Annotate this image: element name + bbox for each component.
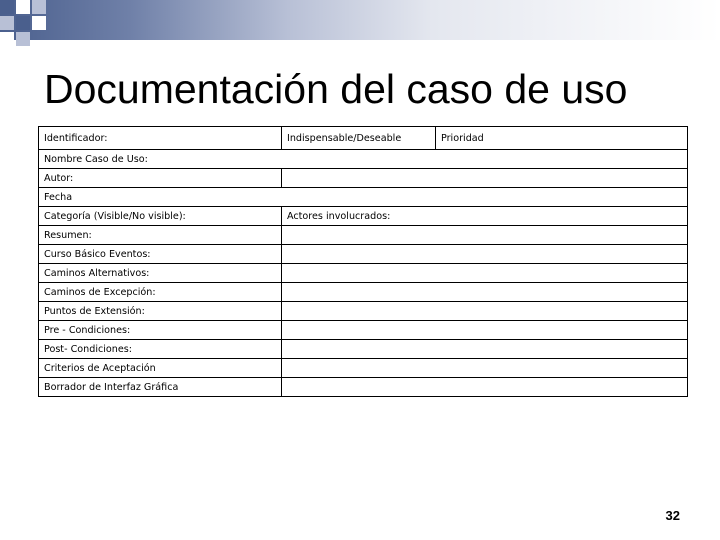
- table-row: [39, 188, 688, 207]
- table-row: [39, 226, 688, 245]
- deco-square: [16, 32, 30, 46]
- autor-label: Autor:: [39, 169, 282, 188]
- fecha-cell[interactable]: Fecha: [39, 188, 688, 207]
- table-row: [39, 378, 688, 397]
- deco-square: [16, 16, 30, 30]
- deco-square: [32, 16, 46, 30]
- caminos-alternativos-label: Caminos Alternativos:: [39, 264, 282, 283]
- borrador-interfaz-value-cell[interactable]: [282, 378, 688, 397]
- identificador-cell[interactable]: Identificador:: [39, 127, 282, 150]
- table-row: [39, 127, 688, 150]
- caminos-excepcion-label: Caminos de Excepción:: [39, 283, 282, 302]
- table-row: [39, 283, 688, 302]
- table-row: [39, 150, 688, 169]
- puntos-extension-label: Puntos de Extensión:: [39, 302, 282, 321]
- table-row: [39, 340, 688, 359]
- deco-square: [0, 16, 14, 30]
- pre-condiciones-value-cell[interactable]: [282, 321, 688, 340]
- resumen-value-cell[interactable]: [282, 226, 688, 245]
- caminos-alternativos-value-cell[interactable]: [282, 264, 688, 283]
- deco-square: [0, 0, 14, 14]
- caminos-excepcion-value-cell[interactable]: [282, 283, 688, 302]
- deco-square: [16, 0, 30, 14]
- resumen-label: Resumen:: [39, 226, 282, 245]
- indispensable-cell[interactable]: Indispensable/Deseable: [282, 127, 436, 150]
- slide-title: Documentación del caso de uso: [44, 66, 628, 112]
- autor-value-cell[interactable]: [282, 169, 688, 188]
- nombre-caso-cell[interactable]: Nombre Caso de Uso:: [39, 150, 688, 169]
- criterios-aceptacion-value-cell[interactable]: [282, 359, 688, 378]
- table-row: [39, 302, 688, 321]
- page-number: 32: [665, 508, 680, 523]
- header-gradient-band: [0, 0, 720, 40]
- puntos-extension-value-cell[interactable]: [282, 302, 688, 321]
- curso-basico-label: Curso Básico Eventos:: [39, 245, 282, 264]
- categoria-cell[interactable]: Categoría (Visible/No visible):: [39, 207, 282, 226]
- borrador-interfaz-label: Borrador de Interfaz Gráfica: [39, 378, 282, 397]
- table-row: [39, 321, 688, 340]
- table-row: [39, 264, 688, 283]
- curso-basico-value-cell[interactable]: [282, 245, 688, 264]
- use-case-table: [38, 126, 688, 397]
- prioridad-cell[interactable]: Prioridad: [436, 127, 688, 150]
- actores-cell[interactable]: Actores involucrados:: [282, 207, 688, 226]
- deco-square: [0, 32, 14, 46]
- table-row: [39, 359, 688, 378]
- post-condiciones-value-cell[interactable]: [282, 340, 688, 359]
- table-row: [39, 245, 688, 264]
- post-condiciones-label: Post- Condiciones:: [39, 340, 282, 359]
- table-row: [39, 207, 688, 226]
- pre-condiciones-label: Pre - Condiciones:: [39, 321, 282, 340]
- deco-square: [32, 0, 46, 14]
- criterios-aceptacion-label: Criterios de Aceptación: [39, 359, 282, 378]
- table-row: [39, 169, 688, 188]
